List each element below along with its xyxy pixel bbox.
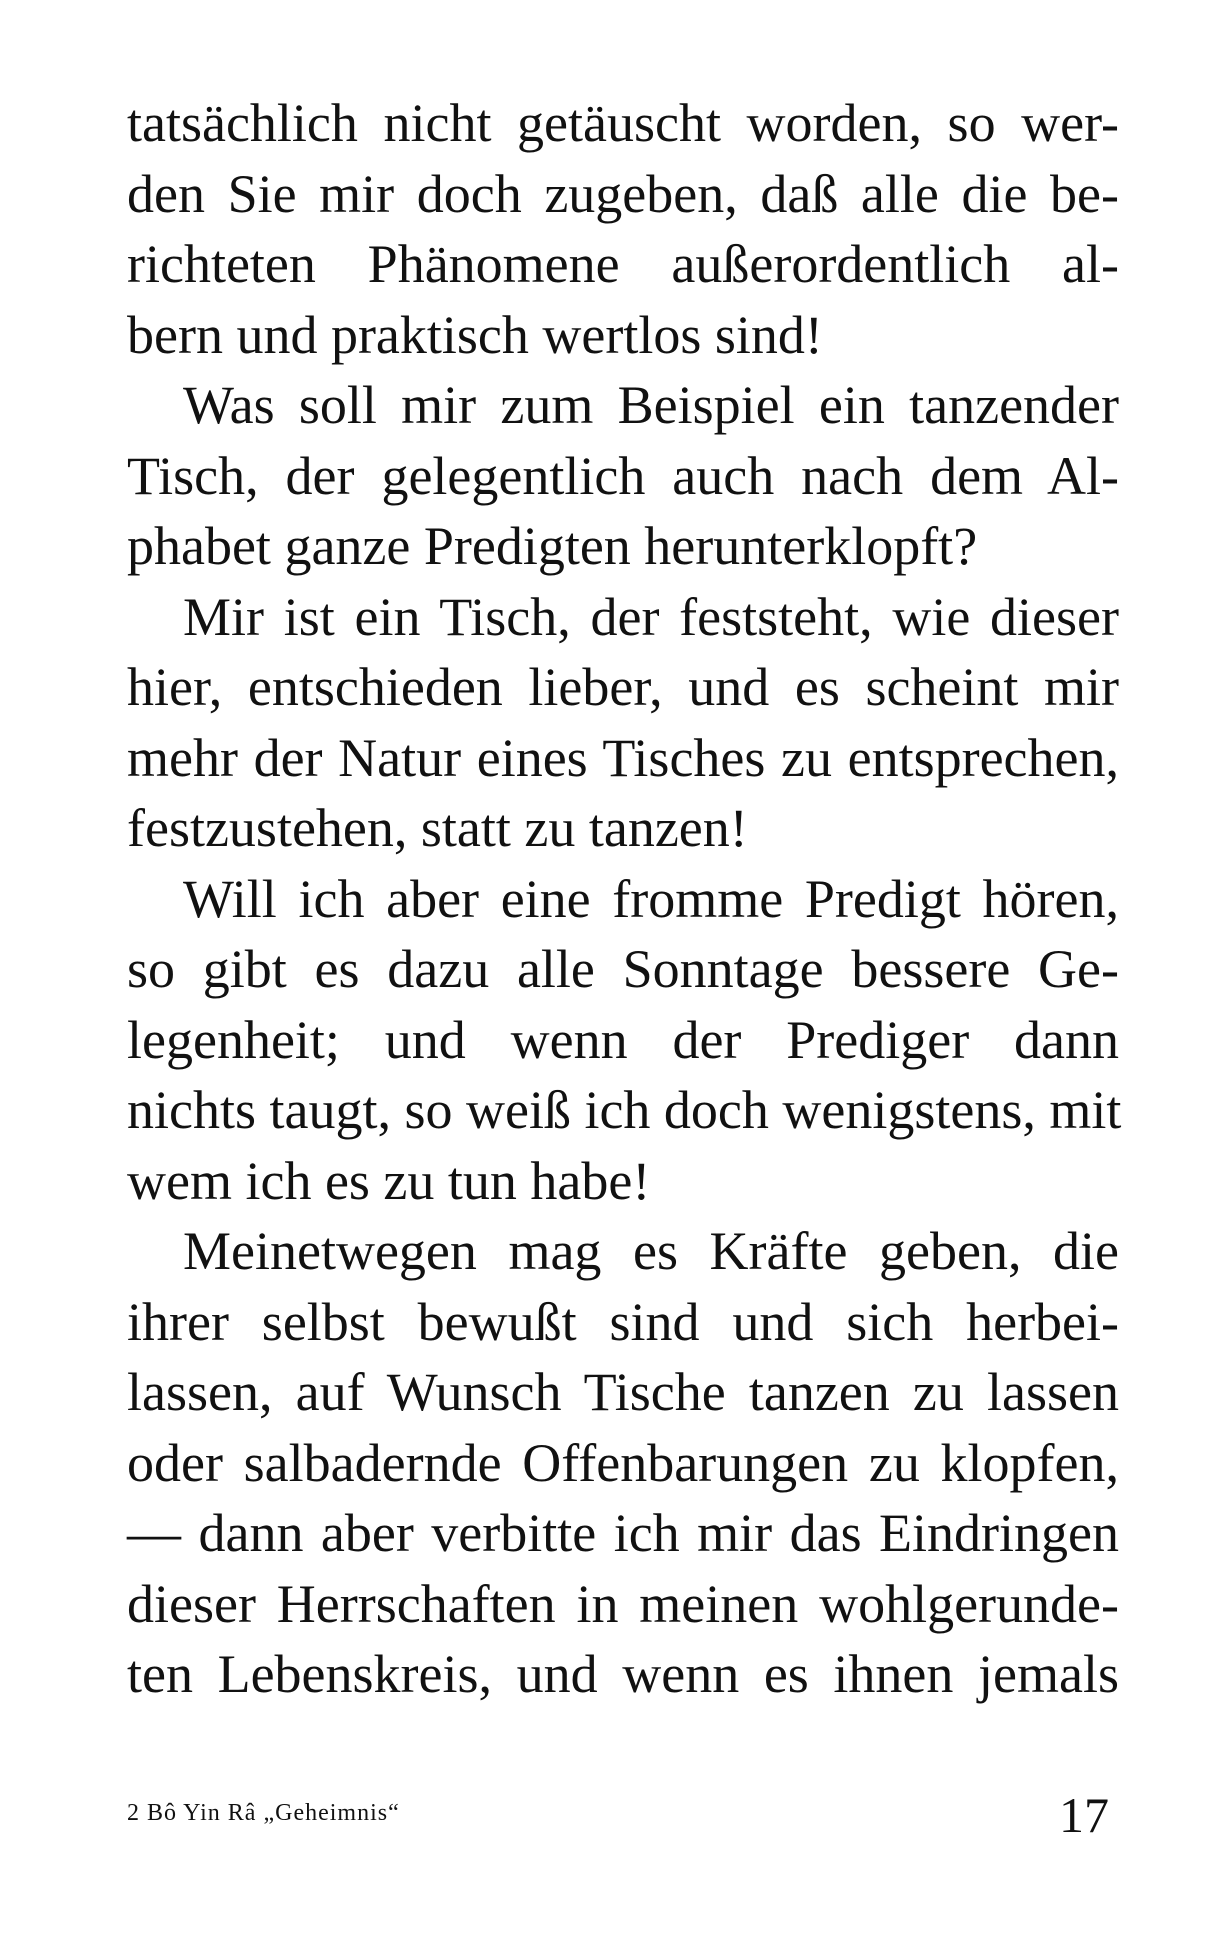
text-line: den Sie mir doch zugeben, daß alle die be- (127, 163, 1119, 224)
text-line: dieser Herrschaften in meinen wohlgerunde- (127, 1573, 1119, 1634)
text-line: so gibt es dazu alle Sonntage bessere Ge- (127, 939, 1119, 999)
text-line: richteten Phänomene außerordentlich al- (127, 234, 1119, 294)
printer-signature: 2 Bô Yin Râ „Geheimnis“ (127, 1800, 400, 1826)
page-number: 17 (1059, 1787, 1109, 1843)
text-line: ihrer selbst bewußt sind und sich herbei- (127, 1291, 1119, 1352)
text-line: legenheit; und wenn der Prediger dann (127, 1009, 1119, 1070)
body-text (127, 88, 1122, 1710)
text-line: — dann aber verbitte ich mir das Eindringen (127, 1503, 1119, 1563)
text-line: tatsächlich nicht getäuscht worden, so wer- (127, 93, 1119, 153)
text-line: lassen, auf Wunsch Tische tanzen zu lassen (127, 1362, 1119, 1422)
text-line: Tisch, der gelegentlich auch nach dem Al- (127, 445, 1119, 506)
text-line: phabet ganze Predigten herunterklopft? (127, 516, 978, 576)
text-line: wem ich es zu tun habe! (127, 1150, 651, 1211)
text-line: Will ich aber eine fromme Predigt hören, (183, 868, 1119, 929)
text-line: festzustehen, statt zu tanzen! (127, 798, 748, 858)
text-line: ten Lebenskreis, und wenn es ihnen jemals (127, 1644, 1119, 1704)
page-footer (127, 1786, 1119, 1846)
text-line: Meinetwegen mag es Kräfte geben, die (183, 1221, 1119, 1281)
text-line: mehr der Natur eines Tisches zu entsprechen, (127, 727, 1119, 788)
text-line: oder salbadernde Offenbarungen zu klopfen, (127, 1432, 1119, 1493)
text-line: bern und praktisch wertlos sind! (127, 304, 823, 365)
text-line: nichts taugt, so weiß ich doch wenigstens, mit (127, 1080, 1122, 1140)
text-line: Mir ist ein Tisch, der feststeht, wie dieser (183, 586, 1119, 647)
text-line: hier, entschieden lieber, und es scheint mir (127, 657, 1119, 717)
text-line: Was soll mir zum Beispiel ein tanzender (183, 375, 1119, 435)
